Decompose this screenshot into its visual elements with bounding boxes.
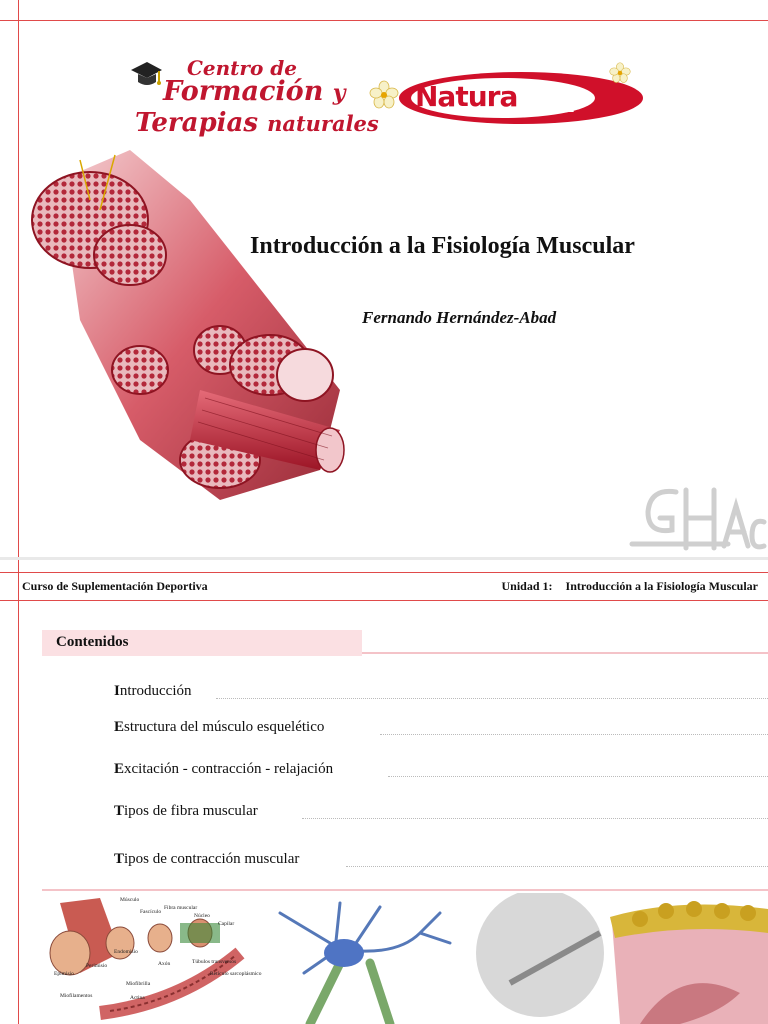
toc-leader [388, 776, 768, 777]
muscle-fiber-illustration [20, 140, 360, 510]
figure-label: Miofibrilla [126, 981, 151, 987]
figure-label: Capilar [218, 921, 235, 927]
toc-leader [346, 866, 768, 867]
contents-heading: Contenidos [56, 634, 129, 650]
toc-item[interactable] [114, 803, 258, 820]
toc-item-label: ipos de fibra muscular [124, 803, 258, 819]
toc-item[interactable] [114, 761, 333, 778]
logo [125, 52, 655, 142]
figure-label: Fascículo [140, 909, 162, 915]
toc-item-initial: I [114, 683, 120, 699]
figure-label: Músculo [120, 897, 140, 903]
logo-line-3 [135, 108, 379, 138]
toc-item[interactable] [114, 683, 192, 700]
header-bottom-rule [0, 600, 768, 601]
toc-item-label: ipos de contracción muscular [124, 851, 300, 867]
figure-label: Actina [130, 995, 145, 1001]
cover-title: Introducción a la Fisiología Muscular [250, 233, 635, 259]
figure-label: Túbulos transversos [192, 959, 237, 965]
unit-header [502, 579, 759, 594]
logo-word-terapias: Terapias [135, 108, 258, 138]
logo-line-2 [163, 76, 346, 107]
contents-heading-rule [362, 652, 768, 654]
brand-natura: Natura [415, 80, 518, 113]
flower-icon-small [609, 62, 631, 84]
contents-page [0, 560, 768, 1024]
toc-item-initial: T [114, 803, 125, 819]
course-name: Curso de Suplementación Deportiva [22, 579, 208, 593]
toc-leader [380, 734, 768, 735]
toc-leader [216, 698, 768, 699]
figure-label: Retículo sarcoplásmico [210, 971, 262, 977]
toc-item-label: ntroducción [119, 683, 192, 699]
tissue-figure [610, 901, 768, 1024]
logo-word-naturales: naturales [267, 111, 379, 136]
photo-circle [476, 893, 604, 1017]
toc-leader [302, 818, 768, 819]
figure-label: Endomisio [114, 949, 138, 955]
neuron-body [324, 939, 364, 967]
toc-item[interactable] [114, 851, 299, 868]
unit-title: Introducción a la Fisiología Muscular [565, 579, 758, 593]
left-rule [18, 560, 19, 1024]
toc-item-label: xcitación - contracción - relajación [124, 761, 334, 777]
logo-word-formacion: Formación [163, 76, 324, 107]
ghac-signature-mark [628, 478, 768, 556]
toc-item[interactable] [114, 719, 324, 736]
cover-author: Fernando Hernández-Abad [362, 308, 557, 327]
figure-label: Epimisio [54, 971, 74, 977]
figures-top-rule [42, 889, 768, 891]
figure-label: Miofilamentos [60, 993, 93, 999]
top-rule [0, 20, 768, 21]
logo-word-y: y [332, 80, 346, 106]
flower-icon [369, 80, 399, 110]
left-rule [18, 0, 19, 558]
graduation-cap-icon [129, 58, 163, 92]
toc-item-initial: T [114, 851, 125, 867]
logo-line-1: Centro de [187, 56, 297, 80]
figure-label: Axón [158, 961, 171, 967]
figure-label: Fibra muscular [164, 905, 198, 911]
neuron-figure [280, 903, 450, 1024]
brand-help: Help [517, 80, 586, 113]
naturahelp-wordmark [415, 80, 585, 113]
figure-label: Perimisio [86, 963, 108, 969]
figure-label: Núcleo [194, 913, 210, 919]
toc-item-initial: E [114, 719, 125, 735]
header-top-rule [0, 572, 768, 573]
toc-item-initial: E [114, 761, 125, 777]
unit-number: Unidad 1: [501, 579, 553, 593]
toc-item-label: structura del músculo esquelético [124, 719, 325, 735]
anatomy-figures-strip [40, 893, 768, 1024]
